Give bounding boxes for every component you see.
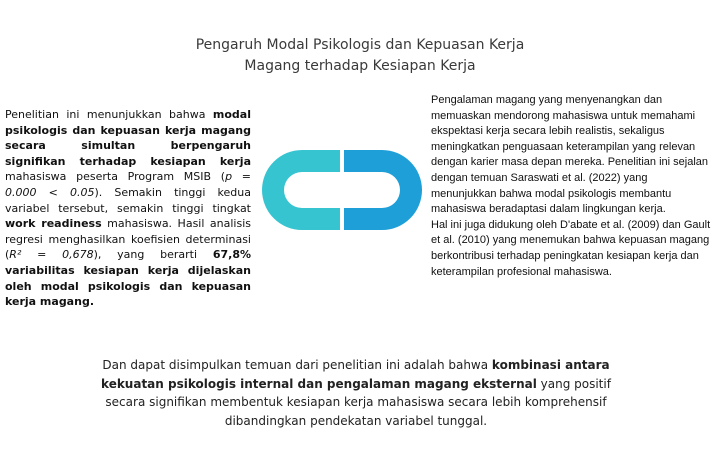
chain-left-half-shape [262,150,340,230]
conclusion-text-2: yang positif secara signifikan membentuk kesiapan kerja mahasiswa secara lebih komprehensif dibandingkan pendekatan variabel tunggal. [105,376,611,428]
left-text-3: ). Semakin tinggi kedua variabel tersebut, semakin tinggi tingkat [5,185,251,215]
left-text-4: mahasiswa. Hasil analisis regresi menghasilkan koefisien determinasi ( [5,217,251,262]
right-paragraph-2: Hal ini juga didukung oleh D'abate et al. (2009) dan Gault et al. (2010) yang menemukan bahwa kepuasan magang berkontribusi terhadap peningkatan kesiapan kerja dan keterampilan profesional mahasiswa. [431,218,711,278]
link-chain-icon [262,150,422,230]
conclusion-text-1: Dan dapat disimpulkan temuan dari penelitian ini adalah bahwa [102,358,492,372]
left-paragraph [5,107,251,310]
left-bold-1: modal psikologis dan kepuasan kerja magang secara simultan berpengaruh signifikan terhadap kesiapan kerja [5,108,251,168]
title-line-2: Magang terhadap Kesiapan Kerja [244,58,476,74]
left-bold-conclusion: 67,8% variabilitas kesiapan kerja dijelaskan oleh modal psikologis dan kepuasan kerja magang. [5,248,251,309]
left-text-1: Penelitian ini menunjukkan bahwa [5,108,213,121]
right-paragraph-1: Pengalaman magang yang menyenangkan dan memuaskan mendorong mahasiswa untuk memahami ekspektasi kerja secara lebih realistis, sekaligus meningkatkan penguasaan keterampilan yang relevan dengan karier masa depan mereka. Penelitian ini sejalan dengan temuan Saraswati et al. (2022) yang menunjukkan bahwa modal psikologis membantu mahasiswa beradaptasi dalam lingkungan kerja. [431,94,709,216]
conclusion-bold: kombinasi antara kekuatan psikologis internal dan pengalaman magang eksternal [101,358,610,391]
left-italic-r-squared: R² = 0,678 [9,248,94,262]
title-line-1: Pengaruh Modal Psikologis dan Kepuasan Kerja [195,37,525,53]
page-title [120,35,600,77]
conclusion-paragraph [100,356,612,430]
right-paragraphs [431,93,712,280]
chain-right-half-shape [344,150,422,230]
left-text-2: mahasiswa peserta Program MSIB ( [5,170,226,184]
left-text-5: ), yang berarti [93,248,213,262]
left-bold-work-readiness: work readiness [5,217,102,231]
left-italic-p-value: p = 0.000 < 0.05 [5,170,251,199]
